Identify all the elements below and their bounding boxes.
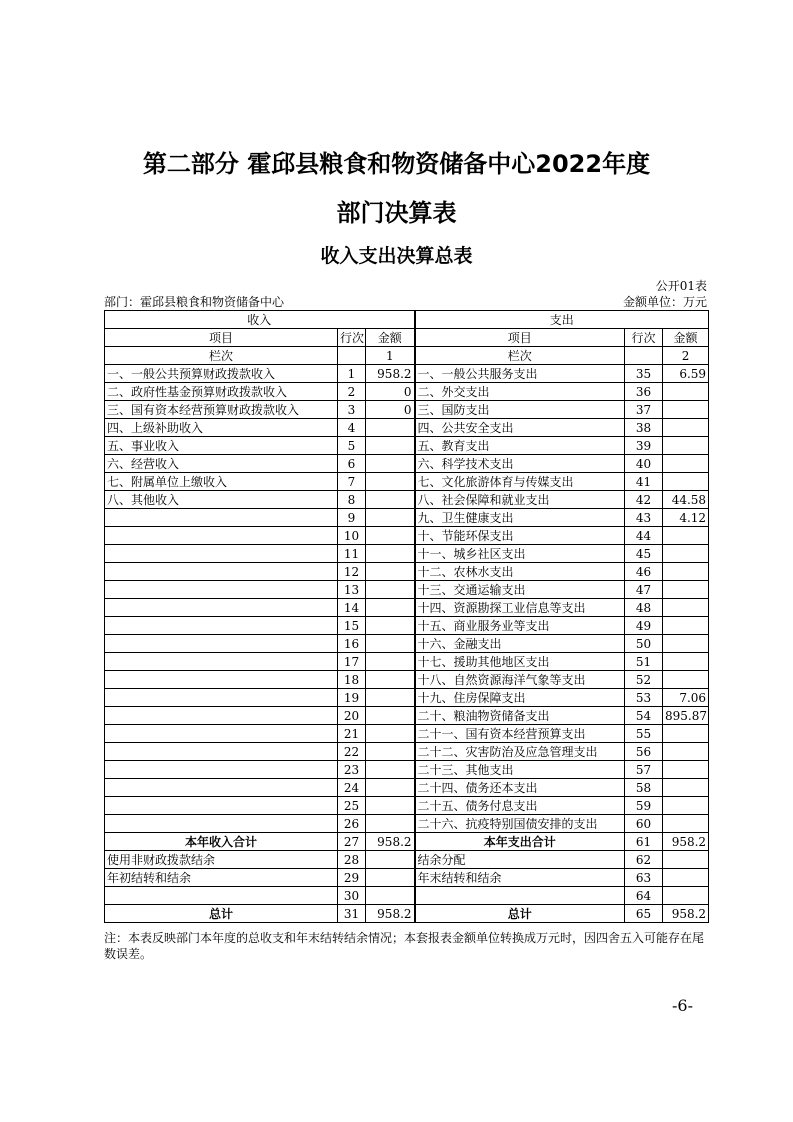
income-item-cell bbox=[105, 617, 338, 635]
column-number-row bbox=[105, 347, 709, 365]
income-item-cell bbox=[105, 563, 338, 581]
income-group-header: 收入 bbox=[105, 311, 415, 329]
income-amount-cell bbox=[366, 779, 415, 797]
expense-item-cell: 十七、援助其他地区支出 bbox=[415, 653, 625, 671]
income-amount-cell bbox=[366, 815, 415, 833]
expense-item-cell: 二十六、抗疫特别国债安排的支出 bbox=[415, 815, 625, 833]
income-row-no-header: 行次 bbox=[338, 329, 366, 347]
expense-amount-cell bbox=[663, 887, 709, 905]
income-row-no-cell: 26 bbox=[338, 815, 366, 833]
table-row bbox=[105, 725, 709, 743]
income-amount-cell bbox=[366, 473, 415, 491]
expense-item-cell: 本年支出合计 bbox=[415, 833, 625, 851]
income-row-no-cell: 30 bbox=[338, 887, 366, 905]
expense-item-cell: 总计 bbox=[415, 905, 625, 923]
income-row-no-cell: 31 bbox=[338, 905, 366, 923]
income-item-header: 项目 bbox=[105, 329, 338, 347]
expense-amount-cell bbox=[663, 815, 709, 833]
income-row-no-cell: 6 bbox=[338, 455, 366, 473]
income-expense-table bbox=[104, 310, 709, 923]
expense-item-cell: 十八、自然资源海洋气象等支出 bbox=[415, 671, 625, 689]
income-row-no-cell: 29 bbox=[338, 869, 366, 887]
income-amount-cell bbox=[366, 509, 415, 527]
income-amount-cell bbox=[366, 851, 415, 869]
income-amount-cell bbox=[366, 653, 415, 671]
table-row bbox=[105, 383, 709, 401]
income-row-no-cell: 3 bbox=[338, 401, 366, 419]
expense-item-cell: 十二、农林水支出 bbox=[415, 563, 625, 581]
table-row bbox=[105, 815, 709, 833]
expense-item-cell: 二十四、债务还本支出 bbox=[415, 779, 625, 797]
income-row-no-cell: 4 bbox=[338, 419, 366, 437]
income-row-no-cell: 19 bbox=[338, 689, 366, 707]
expense-row-no-cell: 55 bbox=[625, 725, 663, 743]
income-item-cell: 使用非财政拨款结余 bbox=[105, 851, 338, 869]
expense-amount-cell bbox=[663, 581, 709, 599]
income-amount-cell bbox=[366, 437, 415, 455]
expense-column-label: 栏次 bbox=[415, 347, 625, 365]
expense-row-no-cell: 37 bbox=[625, 401, 663, 419]
table-row bbox=[105, 527, 709, 545]
income-row-no-cell: 9 bbox=[338, 509, 366, 527]
expense-amount-cell bbox=[663, 797, 709, 815]
income-row-no-cell: 17 bbox=[338, 653, 366, 671]
income-item-cell bbox=[105, 887, 338, 905]
income-amount-cell bbox=[366, 635, 415, 653]
expense-row-no-cell: 44 bbox=[625, 527, 663, 545]
income-item-cell bbox=[105, 635, 338, 653]
expense-item-cell: 七、文化旅游体育与传媒支出 bbox=[415, 473, 625, 491]
expense-amount-cell: 7.06 bbox=[663, 689, 709, 707]
income-amount-cell bbox=[366, 869, 415, 887]
income-item-cell bbox=[105, 707, 338, 725]
expense-amount-cell: 958.2 bbox=[663, 905, 709, 923]
table-row bbox=[105, 599, 709, 617]
expense-amount-cell bbox=[663, 761, 709, 779]
expense-item-cell: 十三、交通运输支出 bbox=[415, 581, 625, 599]
expense-row-no-cell: 35 bbox=[625, 365, 663, 383]
expense-amount-cell bbox=[663, 725, 709, 743]
expense-amount-cell bbox=[663, 563, 709, 581]
income-amount-cell bbox=[366, 563, 415, 581]
expense-item-cell: 二十五、债务付息支出 bbox=[415, 797, 625, 815]
expense-row-no-cell: 50 bbox=[625, 635, 663, 653]
expense-row-no-cell: 43 bbox=[625, 509, 663, 527]
income-row-no-cell: 21 bbox=[338, 725, 366, 743]
income-amount-cell: 958.2 bbox=[366, 365, 415, 383]
income-item-cell: 八、其他收入 bbox=[105, 491, 338, 509]
group-header-row bbox=[105, 311, 709, 329]
income-amount-cell bbox=[366, 725, 415, 743]
table-row bbox=[105, 563, 709, 581]
document-title: 第二部分 霍邱县粮食和物资储备中心2022年度 bbox=[142, 150, 651, 178]
income-row-no-cell: 2 bbox=[338, 383, 366, 401]
income-amount-cell: 958.2 bbox=[366, 905, 415, 923]
expense-amount-cell bbox=[663, 635, 709, 653]
income-amount-cell bbox=[366, 707, 415, 725]
expense-row-no-cell: 41 bbox=[625, 473, 663, 491]
expense-item-cell: 二十三、其他支出 bbox=[415, 761, 625, 779]
summary-row bbox=[105, 851, 709, 869]
expense-row-no-cell: 46 bbox=[625, 563, 663, 581]
income-amount-cell bbox=[366, 689, 415, 707]
income-row-no-cell: 12 bbox=[338, 563, 366, 581]
table-row bbox=[105, 779, 709, 797]
expense-amount-cell bbox=[663, 671, 709, 689]
income-row-no-cell: 1 bbox=[338, 365, 366, 383]
expense-item-cell: 八、社会保障和就业支出 bbox=[415, 491, 625, 509]
expense-row-no-cell: 57 bbox=[625, 761, 663, 779]
expense-amount-cell bbox=[663, 851, 709, 869]
expense-item-cell bbox=[415, 887, 625, 905]
expense-row-no-cell: 58 bbox=[625, 779, 663, 797]
expense-row-no-cell: 42 bbox=[625, 491, 663, 509]
income-item-cell: 二、政府性基金预算财政拨款收入 bbox=[105, 383, 338, 401]
income-amount-cell bbox=[366, 761, 415, 779]
expense-amount-cell: 895.87 bbox=[663, 707, 709, 725]
expense-row-no-cell: 53 bbox=[625, 689, 663, 707]
page-number: -6- bbox=[672, 996, 693, 1015]
income-row-no-cell: 28 bbox=[338, 851, 366, 869]
expense-item-cell: 十四、资源勘探工业信息等支出 bbox=[415, 599, 625, 617]
income-item-cell: 一、一般公共预算财政拨款收入 bbox=[105, 365, 338, 383]
table-row bbox=[105, 455, 709, 473]
expense-item-cell: 五、教育支出 bbox=[415, 437, 625, 455]
income-amount-cell: 958.2 bbox=[366, 833, 415, 851]
income-amount-cell bbox=[366, 599, 415, 617]
income-amount-cell: 0 bbox=[366, 401, 415, 419]
expense-item-cell: 十、节能环保支出 bbox=[415, 527, 625, 545]
expense-amount-cell: 44.58 bbox=[663, 491, 709, 509]
income-item-cell: 年初结转和结余 bbox=[105, 869, 338, 887]
document-subtitle: 部门决算表 bbox=[336, 199, 457, 227]
income-row-no-cell: 15 bbox=[338, 617, 366, 635]
expense-row-no-cell: 61 bbox=[625, 833, 663, 851]
table-title: 收入支出决算总表 bbox=[320, 245, 473, 267]
expense-row-no-cell: 56 bbox=[625, 743, 663, 761]
expense-row-no-cell: 48 bbox=[625, 599, 663, 617]
income-item-cell bbox=[105, 545, 338, 563]
income-item-cell bbox=[105, 689, 338, 707]
expense-row-no-cell: 52 bbox=[625, 671, 663, 689]
income-row-no-cell: 23 bbox=[338, 761, 366, 779]
expense-row-no-cell: 62 bbox=[625, 851, 663, 869]
table-row bbox=[105, 689, 709, 707]
table-row bbox=[105, 653, 709, 671]
expense-item-cell: 四、公共安全支出 bbox=[415, 419, 625, 437]
expense-row-no-cell: 39 bbox=[625, 437, 663, 455]
income-row-no-cell: 25 bbox=[338, 797, 366, 815]
income-row-no-cell: 16 bbox=[338, 635, 366, 653]
income-item-cell bbox=[105, 725, 338, 743]
expense-item-cell: 十九、住房保障支出 bbox=[415, 689, 625, 707]
expense-row-no-cell: 49 bbox=[625, 617, 663, 635]
table-row bbox=[105, 419, 709, 437]
expense-amount-cell bbox=[663, 743, 709, 761]
expense-item-cell: 年末结转和结余 bbox=[415, 869, 625, 887]
income-amount-cell bbox=[366, 797, 415, 815]
table-row bbox=[105, 545, 709, 563]
expense-row-no-cell: 36 bbox=[625, 383, 663, 401]
income-item-cell bbox=[105, 671, 338, 689]
expense-row-no-cell: 38 bbox=[625, 419, 663, 437]
expense-row-no-cell: 64 bbox=[625, 887, 663, 905]
expense-item-cell: 一、一般公共服务支出 bbox=[415, 365, 625, 383]
income-amount-cell bbox=[366, 455, 415, 473]
income-amount-cell bbox=[366, 581, 415, 599]
income-amount-cell bbox=[366, 743, 415, 761]
expense-amount-cell: 6.59 bbox=[663, 365, 709, 383]
income-column-label: 栏次 bbox=[105, 347, 338, 365]
income-item-cell bbox=[105, 761, 338, 779]
income-row-no-cell: 8 bbox=[338, 491, 366, 509]
income-row-no-cell: 5 bbox=[338, 437, 366, 455]
income-amount-cell bbox=[366, 419, 415, 437]
income-amount-cell bbox=[366, 491, 415, 509]
income-row-no-cell: 18 bbox=[338, 671, 366, 689]
expense-amount-cell bbox=[663, 779, 709, 797]
column-header-row bbox=[105, 329, 709, 347]
expense-amount-cell bbox=[663, 527, 709, 545]
income-item-cell: 四、上级补助收入 bbox=[105, 419, 338, 437]
table-row bbox=[105, 401, 709, 419]
expense-amount-cell bbox=[663, 419, 709, 437]
expense-item-cell: 三、国防支出 bbox=[415, 401, 625, 419]
income-amount-cell bbox=[366, 527, 415, 545]
table-row bbox=[105, 671, 709, 689]
income-item-cell bbox=[105, 527, 338, 545]
expense-amount-cell bbox=[663, 455, 709, 473]
income-item-cell bbox=[105, 653, 338, 671]
income-row-no-cell: 24 bbox=[338, 779, 366, 797]
income-item-cell bbox=[105, 743, 338, 761]
income-row-no-cell: 22 bbox=[338, 743, 366, 761]
income-item-cell bbox=[105, 797, 338, 815]
expense-row-no-cell: 45 bbox=[625, 545, 663, 563]
income-item-cell: 本年收入合计 bbox=[105, 833, 338, 851]
income-item-cell bbox=[105, 815, 338, 833]
expense-row-no-cell: 60 bbox=[625, 815, 663, 833]
expense-item-cell: 结余分配 bbox=[415, 851, 625, 869]
income-row-no-cell: 20 bbox=[338, 707, 366, 725]
expense-item-cell: 十五、商业服务业等支出 bbox=[415, 617, 625, 635]
table-row bbox=[105, 761, 709, 779]
table-row bbox=[105, 635, 709, 653]
income-item-cell bbox=[105, 509, 338, 527]
income-item-cell: 总计 bbox=[105, 905, 338, 923]
table-row bbox=[105, 365, 709, 383]
expense-item-cell: 二、外交支出 bbox=[415, 383, 625, 401]
footnote: 注：本表反映部门本年度的总收支和年末结转结余情况；本套报表金额单位转换成万元时，因四舍五入可能存在尾数误差。 bbox=[104, 931, 705, 961]
expense-amount-cell bbox=[663, 617, 709, 635]
table-row bbox=[105, 509, 709, 527]
table-row bbox=[105, 743, 709, 761]
expense-row-no-cell: 40 bbox=[625, 455, 663, 473]
table-row bbox=[105, 617, 709, 635]
table-row bbox=[105, 581, 709, 599]
summary-row bbox=[105, 905, 709, 923]
expense-item-cell: 九、卫生健康支出 bbox=[415, 509, 625, 527]
expense-item-cell: 六、科学技术支出 bbox=[415, 455, 625, 473]
income-amount-cell bbox=[366, 545, 415, 563]
expense-row-no-cell: 51 bbox=[625, 653, 663, 671]
summary-row bbox=[105, 869, 709, 887]
unit-label: 金额单位：万元 bbox=[622, 295, 707, 309]
table-row bbox=[105, 707, 709, 725]
expense-amount-cell bbox=[663, 401, 709, 419]
empty-cell bbox=[625, 347, 663, 365]
income-column-number: 1 bbox=[366, 347, 415, 365]
income-row-no-cell: 10 bbox=[338, 527, 366, 545]
income-item-cell: 七、附属单位上缴收入 bbox=[105, 473, 338, 491]
income-item-cell bbox=[105, 581, 338, 599]
summary-row bbox=[105, 833, 709, 851]
expense-row-no-cell: 59 bbox=[625, 797, 663, 815]
expense-item-cell: 二十一、国有资本经营预算支出 bbox=[415, 725, 625, 743]
table-row bbox=[105, 491, 709, 509]
expense-row-no-cell: 65 bbox=[625, 905, 663, 923]
table-code: 公开01表 bbox=[655, 279, 707, 293]
income-item-cell: 三、国有资本经营预算财政拨款收入 bbox=[105, 401, 338, 419]
expense-amount-cell bbox=[663, 383, 709, 401]
income-row-no-cell: 7 bbox=[338, 473, 366, 491]
income-row-no-cell: 11 bbox=[338, 545, 366, 563]
expense-item-header: 项目 bbox=[415, 329, 625, 347]
expense-row-no-cell: 54 bbox=[625, 707, 663, 725]
income-row-no-cell: 13 bbox=[338, 581, 366, 599]
expense-row-no-header: 行次 bbox=[625, 329, 663, 347]
expense-amount-cell bbox=[663, 473, 709, 491]
table-row bbox=[105, 437, 709, 455]
income-item-cell bbox=[105, 599, 338, 617]
expense-group-header: 支出 bbox=[415, 311, 709, 329]
expense-amount-cell bbox=[663, 545, 709, 563]
expense-amount-cell: 4.12 bbox=[663, 509, 709, 527]
expense-amount-header: 金额 bbox=[663, 329, 709, 347]
expense-item-cell: 十六、金融支出 bbox=[415, 635, 625, 653]
expense-item-cell: 十一、城乡社区支出 bbox=[415, 545, 625, 563]
income-amount-cell bbox=[366, 887, 415, 905]
expense-item-cell: 二十二、灾害防治及应急管理支出 bbox=[415, 743, 625, 761]
expense-amount-cell bbox=[663, 599, 709, 617]
income-item-cell: 六、经营收入 bbox=[105, 455, 338, 473]
expense-amount-cell bbox=[663, 653, 709, 671]
income-row-no-cell: 14 bbox=[338, 599, 366, 617]
income-amount-cell bbox=[366, 671, 415, 689]
expense-amount-cell bbox=[663, 869, 709, 887]
expense-row-no-cell: 47 bbox=[625, 581, 663, 599]
table-row bbox=[105, 797, 709, 815]
expense-column-number: 2 bbox=[663, 347, 709, 365]
expense-row-no-cell: 63 bbox=[625, 869, 663, 887]
income-amount-header: 金额 bbox=[366, 329, 415, 347]
income-row-no-cell: 27 bbox=[338, 833, 366, 851]
table-row bbox=[105, 473, 709, 491]
income-item-cell: 五、事业收入 bbox=[105, 437, 338, 455]
income-item-cell bbox=[105, 779, 338, 797]
summary-row bbox=[105, 887, 709, 905]
empty-cell bbox=[338, 347, 366, 365]
expense-item-cell: 二十、粮油物资储备支出 bbox=[415, 707, 625, 725]
income-amount-cell bbox=[366, 617, 415, 635]
income-amount-cell: 0 bbox=[366, 383, 415, 401]
department-label: 部门：霍邱县粮食和物资储备中心 bbox=[104, 295, 285, 309]
expense-amount-cell: 958.2 bbox=[663, 833, 709, 851]
expense-amount-cell bbox=[663, 437, 709, 455]
